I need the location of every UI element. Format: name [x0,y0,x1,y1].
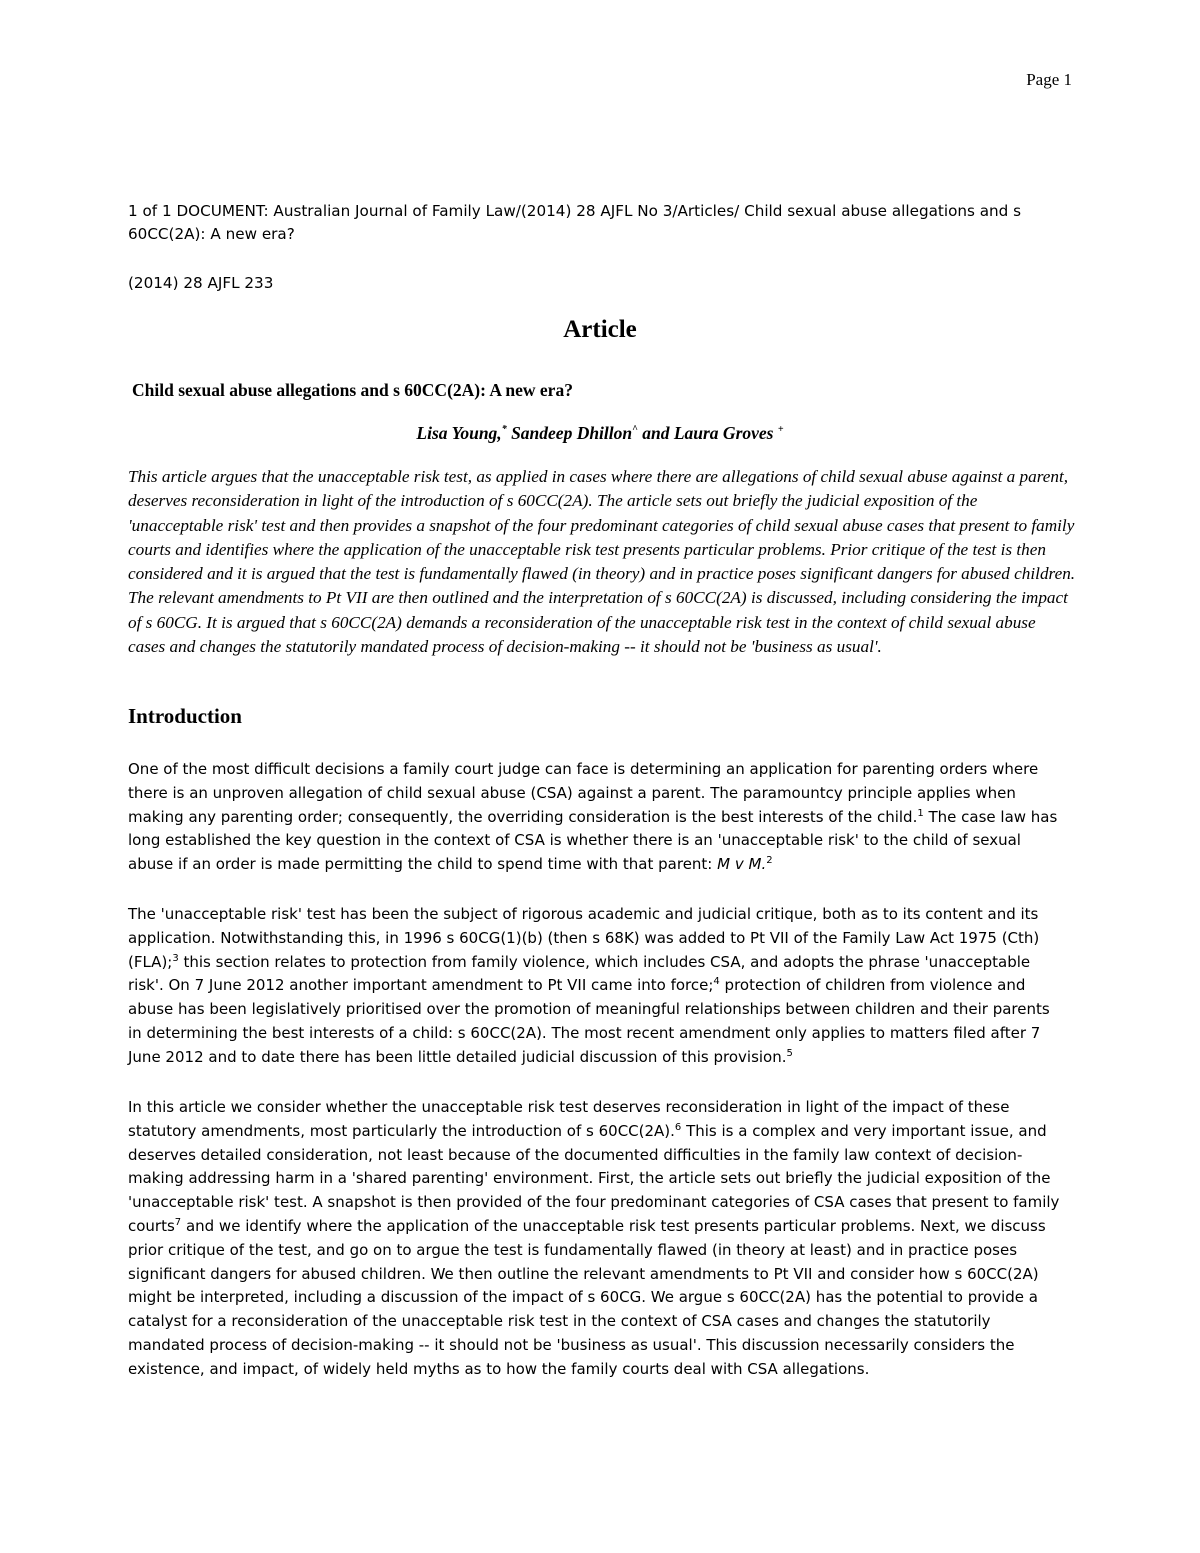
paragraph-text: In this article we consider whether the unacceptable risk test deserves reconsideration in light of the impact of these statutory amendments, most particularly the introduction of s 60CC(2A). [128,1098,1010,1140]
author-lisa-young: Lisa Young, [416,423,502,443]
author-laura-groves: and Laura Groves [637,423,778,443]
footnote-ref-1[interactable]: 1 [917,807,924,819]
article-title: Child sexual abuse allegations and s 60CC(2A): A new era? [132,380,573,400]
footnote-ref-3[interactable]: 3 [172,952,179,964]
footnote-ref-2[interactable]: 2 [766,855,773,867]
paragraph-text: this section relates to protection from family violence, which includes CSA, and adopts the phrase 'unacceptable risk'. On 7 June 2012 another important amendment to Pt VII came into force; [128,952,1031,995]
author-footnote-mark: + [777,424,784,436]
citation: (2014) 28 AJFL 233 [128,274,274,292]
paragraph-text: The case law has long established the key question in the context of CSA is whether there is an 'unacceptable risk' to the child of sexual abuse if an order is made permitting the child to spend time with that parent: [128,807,1058,874]
paragraph-2 [128,903,1066,1070]
paragraph-text: protection of children from violence and abuse has been legislatively prioritised over the promotion of meaningful relationships between children and their parents in determining the best interests of a child: s 60CC(2A). The most recent amendment only applies to matters filed after 7 June 2012 and to date there has been little detailed judicial discussion of this provision. [128,976,1050,1066]
page-number: Page 1 [1026,70,1072,89]
paragraph-text: This is a complex and very important issue, and deserves detailed consideration, not least because of the documented difficulties in the family law context of decision-making addressing harm in a 'shared parenting' environment. First, the article sets out briefly the judicial exposition of the 'unacceptable risk' test. A snapshot is then provided of the four predominant categories of CSA cases that present to family courts [128,1121,1060,1235]
case-name: M v M. [717,855,767,874]
paragraph-text: The 'unacceptable risk' test has been the subject of rigorous academic and judicial critique, both as to its content and its application. Notwithstanding this, in 1996 s 60CG(1)(b) (then s 68K) was added to Pt VII of the Family Law Act 1975 (Cth) (FLA); [128,905,1040,971]
article-heading: Article [563,316,637,343]
footnote-ref-4[interactable]: 4 [713,976,720,988]
footnote-ref-6[interactable]: 6 [674,1121,682,1133]
footnote-ref-5[interactable]: 5 [786,1047,793,1059]
author-footnote-mark: ^ [632,424,638,436]
paragraph-3 [128,1096,1066,1382]
section-heading-introduction: Introduction [128,704,242,728]
author-footnote-mark: * [501,424,507,436]
paragraph-text: and we identify where the application of the unacceptable risk test presents particular problems. Next, we discuss prior critique of the test, and go on to argue the test is fundamentally flawed (in theory at least) and in practice poses significant dangers for abused children. We then outline the relevant amendments to Pt VII and consider how s 60CC(2A) might be interpreted, including a discussion of the impact of s 60CG. We argue s 60CC(2A) has the potential to provide a catalyst for a reconsideration of the unacceptable risk test in the context of CSA cases and changes the statutorily mandated process of decision-making -- it should not be 'business as usual'. This discussion necessarily considers the existence, and impact, of widely held myths as to how the family courts deal with CSA allegations. [128,1216,1046,1378]
abstract: This article argues that the unacceptable risk test, as applied in cases where there are allegations of child sexual abuse against a parent, deserves reconsideration in light of the introduction of s 60CC(2A). The article sets out briefly the judicial exposition of the 'unacceptable risk' test and then provides a snapshot of the four predominant categories of child sexual abuse cases that present to family courts and identifies where the application of the unacceptable risk test presents particular problems. Prior critique of the test is then considered and it is argued that the test is fundamentally flawed (in theory) and in practice poses significant dangers for abused children. The relevant amendments to Pt VII are then outlined and the interpretation of s 60CC(2A) is discussed, including considering the impact of s 60CG. It is argued that s 60CC(2A) demands a reconsideration of the unacceptable risk test in the context of child sexual abuse cases and changes the statutorily mandated process of decision-making -- it should not be 'business as usual'. [128,467,1076,657]
paragraph-1 [128,758,1066,877]
paragraph-text: One of the most difficult decisions a family court judge can face is determining an application for parenting orders where there is an unproven allegation of child sexual abuse (CSA) against a parent. The paramountcy principle applies when making any parenting order; consequently, the overriding consideration is the best interests of the child. [128,760,1039,826]
document-reference: 1 of 1 DOCUMENT: Australian Journal of Family Law/(2014) 28 AJFL No 3/Articles/ Child sexual abuse allegations and s 60CC(2A): A new era? [128,202,1022,243]
author-sandeep-dhillon: Sandeep Dhillon [506,423,633,443]
authors [0,423,1200,444]
footnote-ref-7[interactable]: 7 [174,1216,182,1228]
